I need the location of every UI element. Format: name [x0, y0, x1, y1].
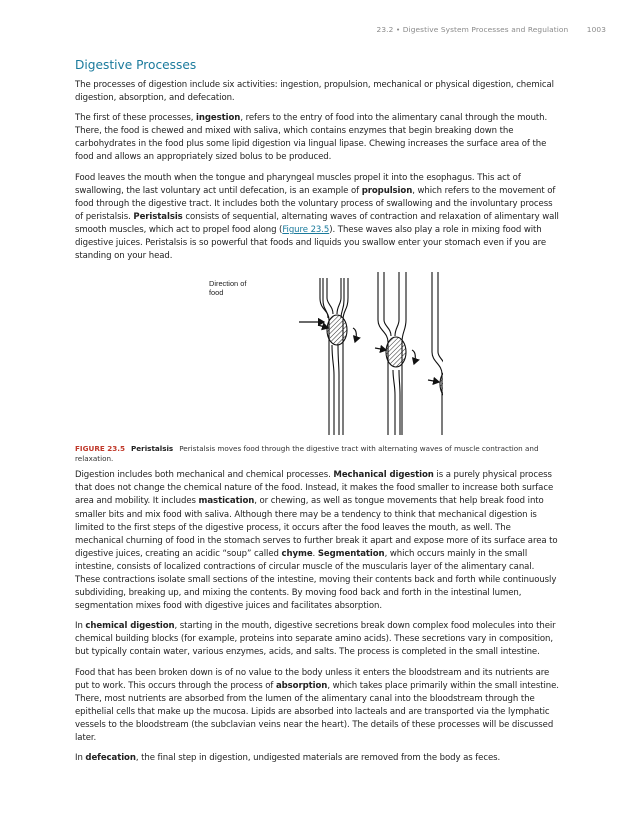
text-run: Digestion includes both mechanical and chemical processes.	[75, 470, 334, 481]
key-term-propulsion: propulsion	[361, 185, 413, 196]
tube-1-inner-right-bottom	[338, 345, 339, 435]
key-term-segmentation: Segmentation	[317, 548, 385, 559]
tube-stage-1	[320, 278, 348, 435]
paragraph-chemical-digestion	[75, 620, 560, 659]
key-term-chemical-digestion: chemical digestion	[85, 621, 175, 632]
peristalsis-diagram	[203, 270, 443, 444]
bolus-2	[386, 337, 406, 367]
figure-link[interactable]: Figure 23.5	[282, 224, 330, 235]
text-run: Food leaves the mouth when the tongue and pharyngeal muscles propel it into the esophagus. This act of swallowing, the last voluntary act until defecation, is an example of	[75, 172, 521, 196]
arrow-2-right	[412, 350, 415, 364]
paragraph-mechanical-digestion	[75, 469, 560, 613]
text-run: Food that has been broken down is of no value to the body unless it enters the bloodstream and its nutrients are put to work. This occurs through the process of	[75, 667, 550, 691]
tube-1-inner-left-bottom	[332, 345, 334, 435]
text-run: ). These waves also play a role in mixing food with digestive juices. Peristalsis is so powerful that foods and liquids you swallow enter your stomach even if you are standing on your head.	[75, 224, 547, 262]
arrow-1-left	[318, 325, 328, 328]
paragraph-defecation	[75, 752, 560, 765]
key-term-mechanical-digestion: Mechanical digestion	[333, 470, 434, 481]
text-run: .	[312, 548, 318, 559]
arrow-2-left	[375, 348, 386, 350]
key-term-defecation: defecation	[85, 753, 136, 764]
tube-1-inner-right-top	[337, 278, 341, 314]
paragraph-overview: The processes of digestion include six activities: ingestion, propulsion, mechanical or physical digestion, chemical digestion, absorption, and defecation.	[75, 80, 554, 104]
page-content	[75, 58, 560, 772]
peristalsis-figure	[75, 270, 560, 444]
arrow-1-right	[353, 328, 356, 342]
key-term-mastication: mastication	[198, 496, 255, 507]
figure-number: FIGURE 23.5	[75, 444, 126, 454]
key-term-absorption: absorption	[275, 680, 328, 691]
key-term-ingestion: ingestion	[196, 113, 241, 124]
text-run: The first of these processes,	[75, 113, 197, 124]
page-number: 1003	[586, 25, 606, 34]
text-run: , the final step in digestion, undigested materials are removed from the body as feces.	[135, 753, 501, 764]
text-run: consists of sequential, alternating waves of contraction and relaxation of alimentary wall smooth muscles, which act to propel food along (	[75, 211, 559, 235]
text-run: In	[75, 621, 86, 632]
tube-1-inner-left-top	[327, 278, 333, 314]
figure-caption	[75, 444, 560, 464]
text-run: , which takes place primarily within the small intestine. There, most nutrients are absorbed from the lumen of the alimentary canal into the bloodstream through the epithelial cells that make up the mucosa. Lipids are absorbed into lacteals and are transported via the lymphatic vessels to the bloodstream (the subclavian veins near the heart). The details of these processes will be discussed later.	[75, 680, 559, 743]
running-header-section: 23.2 • Digestive System Processes and Regulation	[376, 25, 569, 34]
key-term-peristalsis: Peristalsis	[133, 211, 183, 222]
tube-stage-3	[432, 272, 443, 435]
figure-title: Peristalsis	[131, 444, 174, 454]
text-run: , refers to the entry of food into the alimentary canal through the mouth. There, the food is chewed and mixed with saliva, which contains enzymes that begin breaking down the carbohydrates in the food plus some lipid digestion via lingual lipase. Chewing increases the surface area of the food and allows an appropriately sized bolus to be produced.	[75, 113, 548, 163]
direction-label-text: Direction of food	[209, 279, 247, 298]
bolus-1	[327, 315, 347, 345]
figure-caption-text: Peristalsis moves food through the digestive tract with alternating waves of muscle contraction and relaxation.	[75, 444, 539, 464]
paragraph-absorption	[75, 667, 560, 746]
text-run: , which refers to the movement of food through the digestive tract. It includes both the voluntary process of swallowing and the involuntary process of peristalsis.	[75, 185, 556, 222]
arrow-3-left	[428, 380, 439, 382]
text-run: is a purely physical process that does not change the chemical nature of the food. Instead, it makes the food smaller to increase both surface area and mobility. It includes	[75, 470, 554, 507]
text-run: , starting in the mouth, digestive secretions break down complex food molecules into their chemical building blocks (for example, proteins into separate amino acids). These secretions vary in composition, but typically contain water, various enzymes, acids, and salts. The process is completed in the small intestine.	[75, 621, 556, 658]
paragraph-propulsion	[75, 172, 560, 264]
running-header	[377, 25, 606, 34]
key-term-chyme: chyme	[281, 548, 313, 559]
text-run: In	[75, 753, 86, 764]
text-run: , which occurs mainly in the small intestine, consists of localized contractions of circular muscle of the muscularis layer of the alimentary canal. These contractions isolate small sections of the intestine, moving their contents back and forth while continuously subdividing, breaking up, and mixing the contents. By moving food back and forth in the intestinal lumen, segmentation mixes food with digestive juices and facilitates absorption.	[75, 548, 557, 612]
section-title: Digestive Processes	[75, 58, 197, 72]
paragraph-ingestion	[75, 112, 560, 164]
text-run: , or chewing, as well as tongue movements that help break food into smaller bits and mix food with saliva. Although there may be a tendency to think that mechanical digestion is limited to the first steps of the digestive process, it occurs after the food leaves the mouth, as well. The mechanical churning of food in the stomach serves to further break it apart and expose more of its surface area to digestive juices, creating an acidic “soup” called	[75, 496, 558, 559]
